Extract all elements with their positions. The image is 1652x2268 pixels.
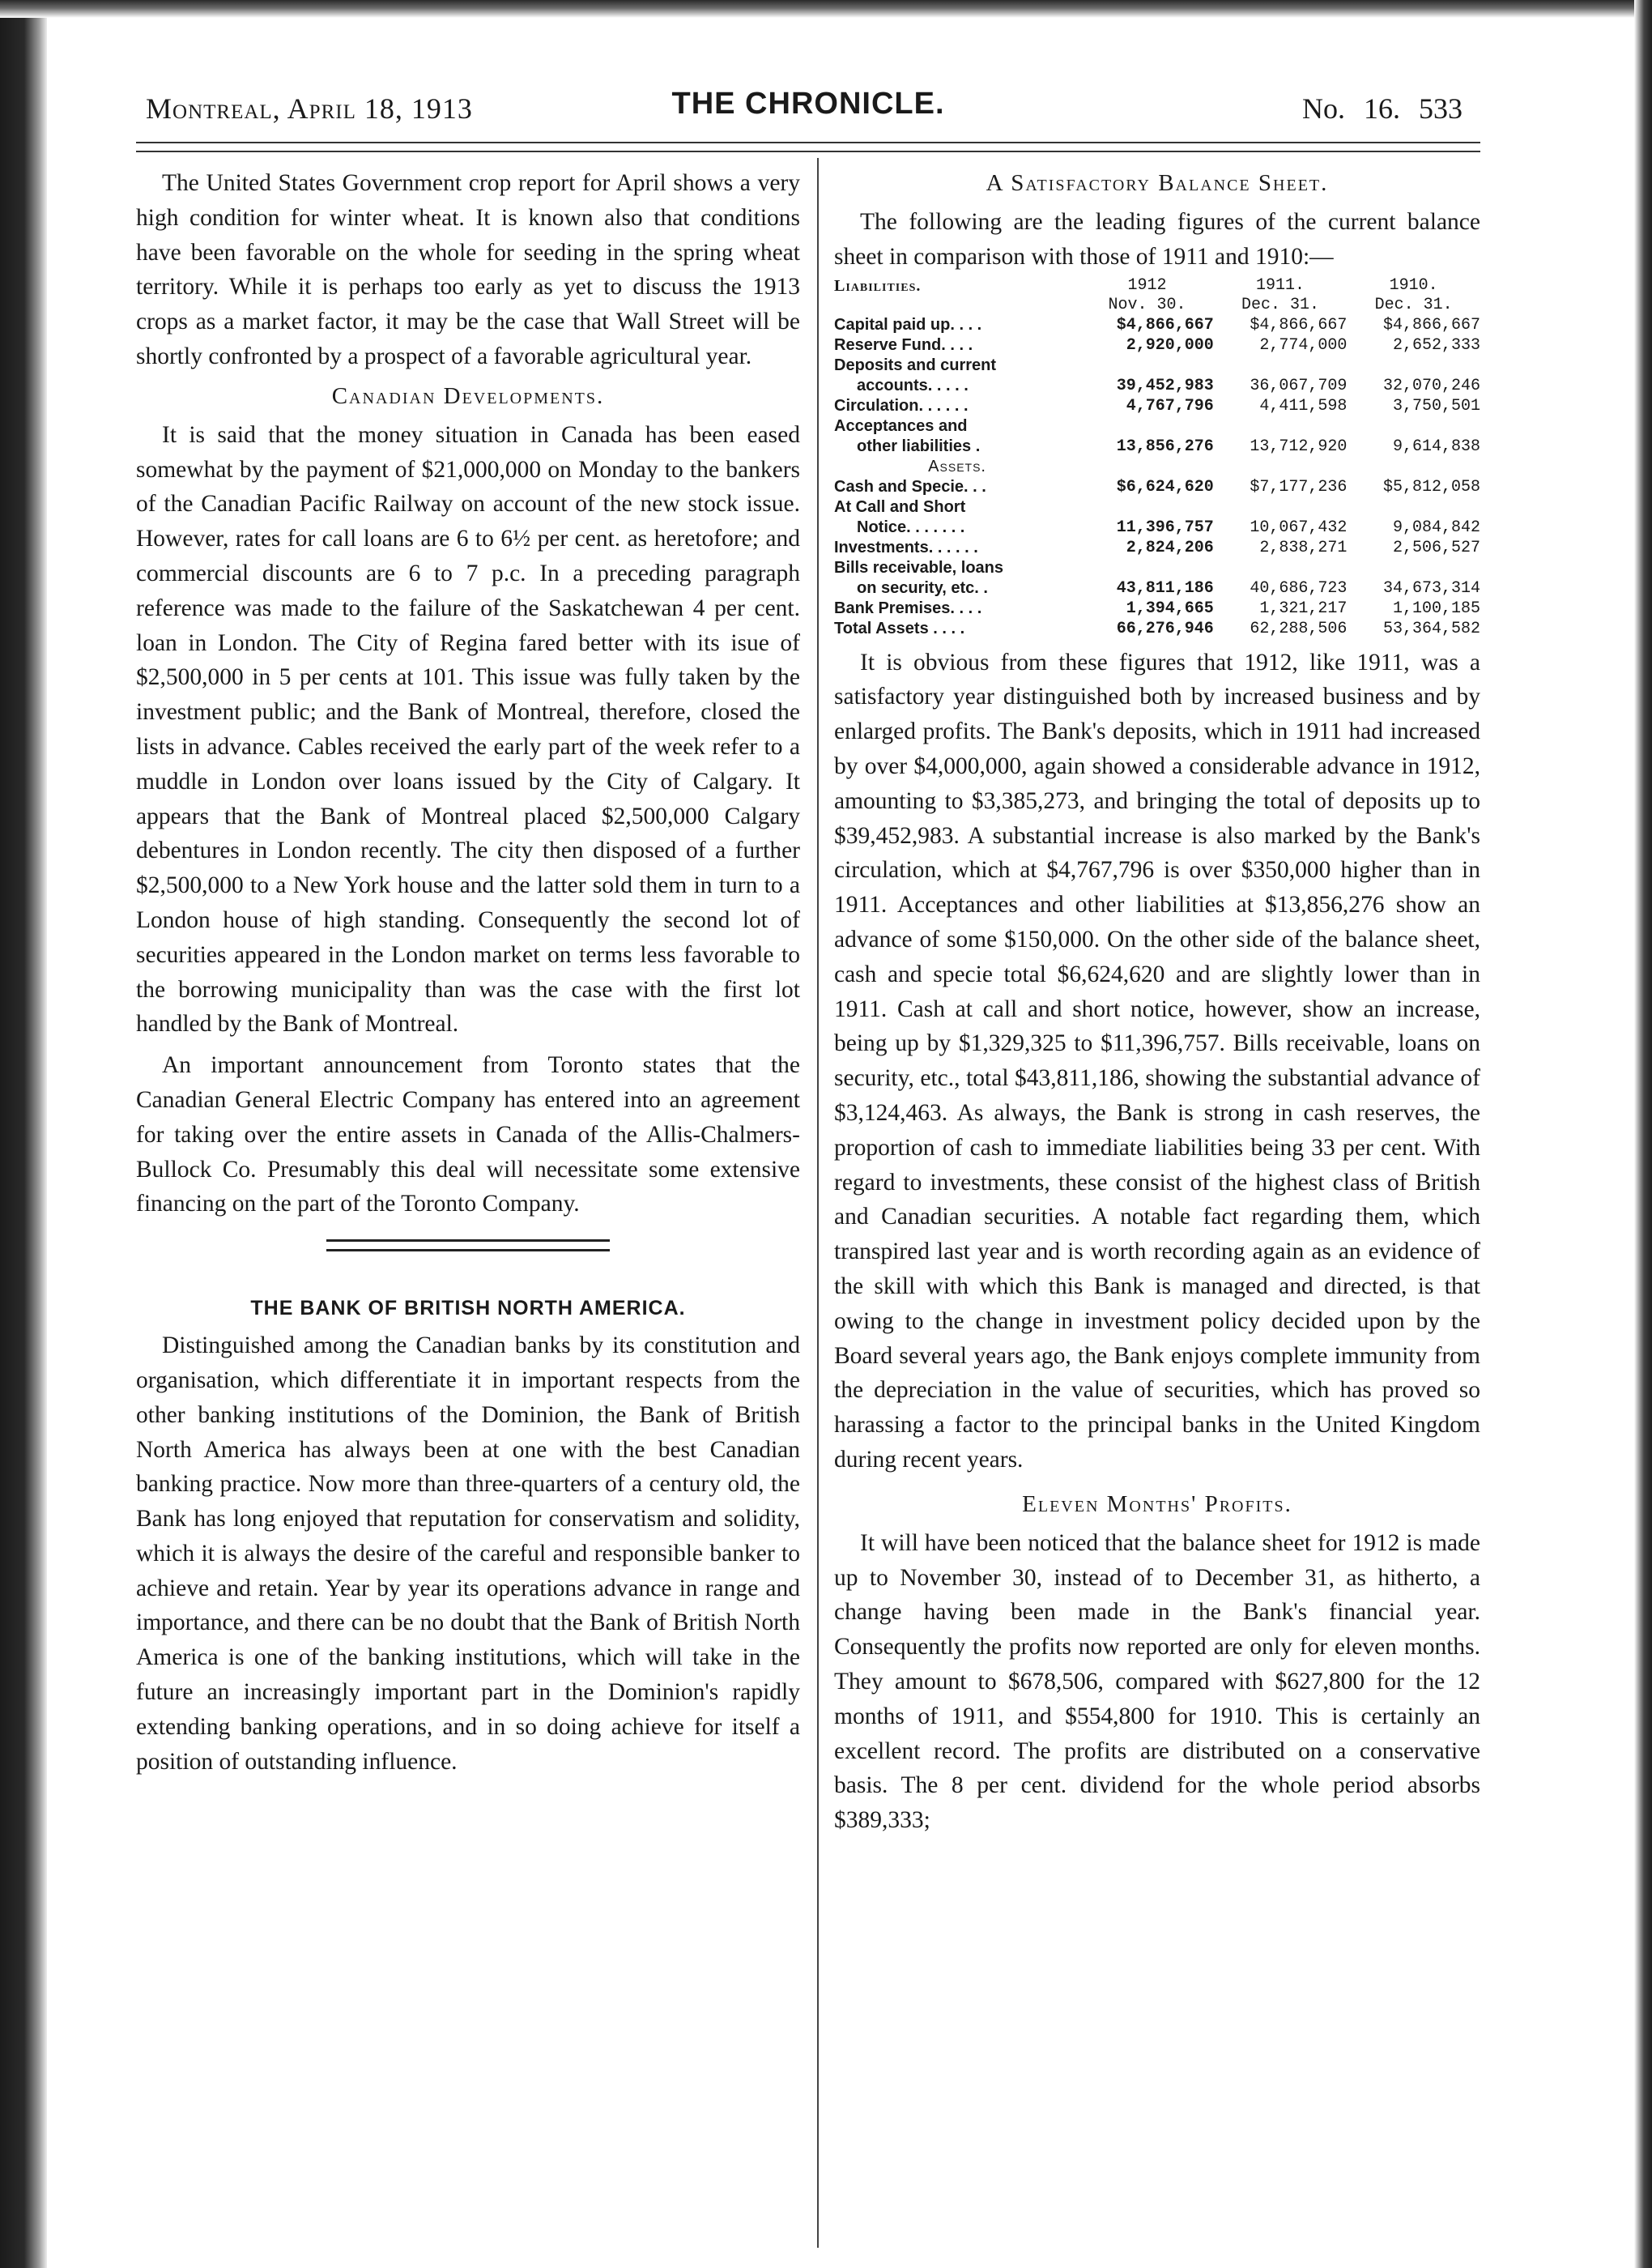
value-1910: 1,100,185 [1392, 599, 1480, 618]
assets-label: Assets. [928, 457, 986, 475]
newspaper-page [136, 77, 1480, 2248]
right-column [834, 166, 1480, 1838]
value-1912: 4,767,796 [1126, 396, 1214, 416]
value-1911: 36,067,709 [1250, 376, 1348, 395]
value-1911: 2,774,000 [1259, 335, 1348, 355]
value-1910: 3,750,501 [1392, 396, 1480, 416]
value-1912: $4,866,667 [1116, 315, 1214, 335]
value-1911: 40,686,723 [1250, 578, 1348, 598]
value-1910: 34,673,314 [1382, 578, 1480, 598]
value-1912: 66,276,946 [1116, 619, 1214, 638]
row-label-continued: other liabilities . [857, 437, 981, 455]
crop-report-paragraph: The United States Government crop report for April shows a very high condition for winter wheat. It is known also that conditions have been favorable on the whole for seeding in the spring wheat territory. While it is perhaps too early as yet to discuss the 1913 crops as a market factor, it may be the case that Wall Street will be shortly confronted by a prospect of a favorable agricultural year. [136, 170, 800, 369]
eleven-months-profits-heading: Eleven Months' Profits. [1022, 1490, 1292, 1517]
page-header [136, 77, 1480, 134]
table-row [834, 558, 1480, 578]
table-header-row [834, 276, 1480, 296]
money-situation-paragraph: It is said that the money situation in Canada has been eased somewhat by the payment of $21,000,000 on Monday to the bankers of the Canadian Pacific Railway on account of the new stock issue. However, rates for call loans are 6 to 6½ per cent. as heretofore; and commercial discounts are 6 to 7 p.c. In a preceding paragraph reference was made to the failure of the Saskatchewan 4 per cent. loan in London. The City of Regina fared better with its isue of $2,500,000 in 5 per cents at 101. This issue was fully taken by the investment public; and the Bank of Montreal, therefore, closed the lists in advance. Cables received the early part of the week refer to a muddle in London over loans issued by the City of Calgary. It appears that the Bank of Montreal placed $2,500,000 Calgary debentures in London recently. The city then disposed of a further $2,500,000 to a New York house and the latter sold them in turn to a London house of high standing. Consequently the second lot of securities appeared in the London market on terms less favorable to the borrowing municipality than was the case with the first lot handled by the Bank of Montreal. [136, 421, 800, 1038]
row-label: Bills receivable, loans [834, 558, 1003, 577]
scan-binding-edge [0, 0, 47, 2268]
table-row [834, 477, 1480, 497]
value-1912: 1,394,665 [1126, 599, 1214, 618]
section-divider-rule [326, 1239, 610, 1251]
value-1912: 13,856,276 [1116, 437, 1214, 456]
table-row [834, 619, 1480, 639]
row-label: Acceptances and [834, 416, 968, 435]
publication-title: THE CHRONICLE. [671, 87, 945, 121]
row-label: At Call and Short [834, 497, 966, 516]
row-label-continued: accounts. . . . . [857, 376, 969, 394]
table-row [834, 578, 1480, 599]
value-1910: $5,812,058 [1382, 477, 1480, 497]
col-1910-date: Dec. 31. [1374, 295, 1453, 314]
col-1911-year: 1911. [1256, 275, 1305, 295]
row-label: Bank Premises. . . . [834, 599, 982, 617]
col-1912-date: Nov. 30. [1108, 295, 1186, 314]
row-label: Investments. . . . . . [834, 538, 978, 556]
value-1910: 9,084,842 [1392, 518, 1480, 537]
value-1912: $6,624,620 [1116, 477, 1214, 497]
value-1910: 32,070,246 [1382, 376, 1480, 395]
table-row [834, 356, 1480, 376]
table-row [834, 315, 1480, 335]
table-row [834, 538, 1480, 558]
page-number: 533 [1419, 92, 1463, 125]
value-1912: 2,824,206 [1126, 538, 1214, 557]
value-1911: $4,866,667 [1250, 315, 1348, 335]
assets-subheading-row [834, 457, 1480, 477]
value-1911: 10,067,432 [1250, 518, 1348, 537]
value-1910: 2,506,527 [1392, 538, 1480, 557]
value-1911: 2,838,271 [1259, 538, 1348, 557]
col-1911-date: Dec. 31. [1241, 295, 1320, 314]
value-1910: 53,364,582 [1382, 619, 1480, 638]
value-1911: 4,411,598 [1259, 396, 1348, 416]
table-row [834, 437, 1480, 457]
profits-paragraph: It will have been noticed that the balance sheet for 1912 is made up to November 30, instead of to December 31, as hitherto, a change having been made in the Bank's financial year. Consequently the profits now reported are only for eleven months. They amount to $678,506, compared with $627,800 for the 12 months of 1911, and $554,800 for 1910. This is certainly an excellent record. The profits are distributed on a conservative basis. The 8 per cent. dividend for the whole period absorbs $389,333; [834, 1529, 1480, 1834]
row-label-continued: Notice. . . . . . . [857, 518, 965, 536]
value-1910: $4,866,667 [1382, 315, 1480, 335]
table-row [834, 335, 1480, 356]
balance-sheet-intro: The following are the leading figures of the current balance sheet in comparison with those of 1911 and 1910:— [834, 209, 1480, 270]
left-column [136, 166, 800, 1779]
value-1911: 13,712,920 [1250, 437, 1348, 456]
value-1911: $7,177,236 [1250, 477, 1348, 497]
column-divider [817, 158, 819, 2248]
row-label: Circulation. . . . . . [834, 396, 969, 415]
col-1910-year: 1910. [1389, 275, 1438, 295]
table-row [834, 416, 1480, 437]
col-1912-year: 1912 [1127, 275, 1167, 295]
row-label: Total Assets . . . . [834, 619, 965, 637]
scan-right-edge [1634, 0, 1652, 2268]
value-1911: 1,321,217 [1259, 599, 1348, 618]
table-row [834, 518, 1480, 538]
value-1910: 9,614,838 [1392, 437, 1480, 456]
row-label: Capital paid up. . . . [834, 315, 982, 334]
issue-number: No. 16. [1302, 92, 1400, 125]
row-label-continued: on security, etc. . [857, 578, 988, 597]
balance-sheet-heading: A Satisfactory Balance Sheet. [986, 170, 1329, 196]
row-label: Reserve Fund. . . . [834, 335, 973, 354]
row-label: Cash and Specie. . . [834, 477, 986, 496]
value-1912: 39,452,983 [1116, 376, 1214, 395]
table-row [834, 599, 1480, 619]
issue-and-page [1302, 92, 1463, 126]
table-date-row [834, 296, 1480, 315]
liabilities-label: Liabilities. [834, 276, 922, 295]
bank-of-bna-paragraph: Distinguished among the Canadian banks by its constitution and organisation, which differentiate it in important respects from the other banking institutions of the Dominion, the Bank of British North America has always been at one with the best Canadian banking practice. Now more than three-quarters of a century old, the Bank has long enjoyed that reputation for conservatism and solidity, which it is always the desire of the careful and responsible banker to achieve and retain. Year by year its operations advance in range and importance, and there can be no doubt that the Bank of British North America is one of the banking institutions, which will take in the future an increasingly important part in the Dominion's rapidly extending banking operations, and in so doing achieve for itself a position of outstanding influence. [136, 1332, 800, 1775]
value-1912: 2,920,000 [1126, 335, 1214, 355]
table-row [834, 376, 1480, 396]
dateline: Montreal, April 18, 1913 [146, 92, 473, 125]
balance-sheet-table [834, 276, 1480, 639]
table-row [834, 396, 1480, 416]
canadian-developments-heading: Canadian Developments. [331, 382, 605, 409]
value-1912: 43,811,186 [1116, 578, 1214, 598]
balance-sheet-analysis-paragraph: It is obvious from these figures that 1912, like 1911, was a satisfactory year distinguished both by increased business and by enlarged profits. The Bank's deposits, which in 1911 had increased by over $4,000,000, again showed a considerable advance in 1912, amounting to $3,385,273, and bringing the total of deposits up to $39,452,983. A substantial increase is also marked by the Bank's circulation, which at $4,767,796 is over $350,000 higher than in 1911. Acceptances and other liabilities at $13,856,276 show an advance of some $150,000. On the other side of the balance sheet, cash and specie total $6,624,620 and are slightly lower than in 1911. Cash at call and short notice, however, show an increase, being up by $1,329,325 to $11,396,757. Bills receivable, loans on security, etc., total $43,811,186, showing the substantial advance of $3,124,463. As always, the Bank is strong in cash reserves, the proportion of cash to immediate liabilities being 33 per cent. With regard to investments, these consist of the highest class of British and Canadian securities. A notable fact regarding them, which transpired last year and is worth recording again as an evidence of the skill with which this Bank is managed and directed, is that owing to the change in investment policy decided upon by the Board several years ago, the Bank enjoys complete immunity from the depreciation in the value of securities, which has proved so harassing a factor to the principal banks in the United Kingdom during recent years. [834, 649, 1480, 1473]
header-rule [136, 142, 1480, 152]
value-1910: 2,652,333 [1392, 335, 1480, 355]
table-row [834, 497, 1480, 518]
bank-of-bna-heading: THE BANK OF BRITISH NORTH AMERICA. [250, 1297, 686, 1320]
scan-top-edge [0, 0, 1652, 18]
row-label: Deposits and current [834, 356, 997, 374]
toronto-announcement-paragraph: An important announcement from Toronto states that the Canadian General Electric Company has entered into an agreement for taking over the entire assets in Canada of the Allis-Chalmers-Bullock Co. Presumably this deal will necessitate some extensive financing on the part of the Toronto Company. [136, 1052, 800, 1217]
value-1911: 62,288,506 [1250, 619, 1348, 638]
value-1912: 11,396,757 [1116, 518, 1214, 537]
